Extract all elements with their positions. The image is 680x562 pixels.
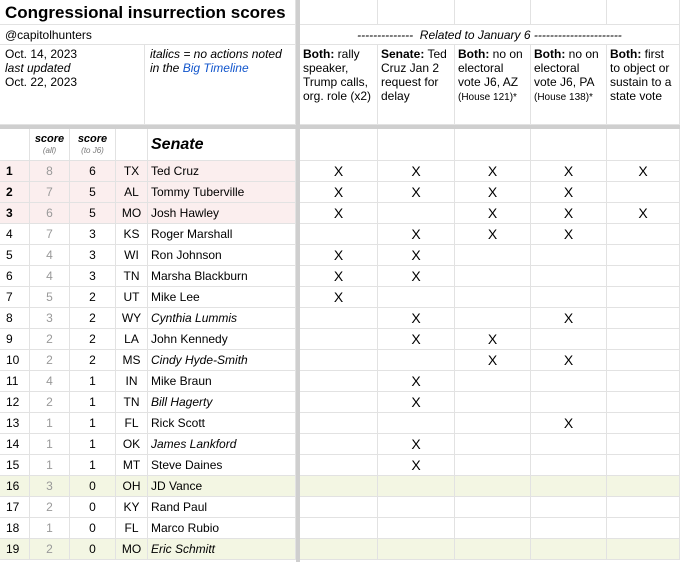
state-cell[interactable]: TN <box>116 392 148 413</box>
activity-mark-cell[interactable] <box>607 266 680 287</box>
activity-header-text: Ted Cruz Jan 2 request for delay <box>381 47 447 103</box>
score-j6-cell[interactable]: 5 <box>70 182 116 203</box>
activity-mark-cell[interactable] <box>300 329 378 350</box>
state-cell[interactable]: TN <box>116 266 148 287</box>
activity-mark-cell[interactable] <box>455 518 531 539</box>
activity-mark-cell[interactable] <box>378 539 455 560</box>
activity-header-bold: Both: <box>458 47 490 61</box>
state-cell[interactable]: FL <box>116 518 148 539</box>
rank-cell[interactable]: 1 <box>0 161 30 182</box>
activity-mark-cell[interactable] <box>607 182 680 203</box>
activity-mark-cell[interactable] <box>455 497 531 518</box>
score-all-cell[interactable]: 1 <box>30 518 70 539</box>
activity-header-text: no on electoral vote J6, AZ <box>458 47 523 89</box>
state-cell[interactable]: AL <box>116 182 148 203</box>
score-j6-sub: (to J6) <box>81 146 104 155</box>
activity-mark-cell[interactable] <box>300 455 378 476</box>
rank-cell[interactable]: 10 <box>0 350 30 371</box>
activity-mark-cell[interactable]: X <box>300 287 378 308</box>
activity-mark-cell[interactable] <box>300 308 378 329</box>
score-j6-cell[interactable]: 1 <box>70 371 116 392</box>
dates-cell <box>0 45 145 125</box>
activity-mark-cell[interactable] <box>607 371 680 392</box>
score-j6-cell[interactable]: 3 <box>70 266 116 287</box>
activity-mark-cell[interactable] <box>531 287 607 308</box>
related-dashes-left: -------------- <box>357 28 414 42</box>
handle: @capitolhunters <box>0 25 296 45</box>
score-j6-cell[interactable]: 2 <box>70 308 116 329</box>
score-j6-cell[interactable]: 0 <box>70 497 116 518</box>
activity-mark-cell[interactable] <box>607 392 680 413</box>
updated-date: Oct. 22, 2023 <box>5 75 78 89</box>
activity-mark-cell[interactable] <box>531 329 607 350</box>
activity-mark-cell[interactable] <box>455 371 531 392</box>
activity-mark-cell[interactable]: X <box>378 308 455 329</box>
activity-mark-cell[interactable] <box>378 203 455 224</box>
activity-mark-cell[interactable] <box>607 224 680 245</box>
activity-mark-cell[interactable]: X <box>455 350 531 371</box>
state-cell[interactable]: OK <box>116 434 148 455</box>
score-j6-cell[interactable]: 3 <box>70 245 116 266</box>
activity-mark-cell[interactable] <box>300 434 378 455</box>
activity-mark-cell[interactable] <box>300 413 378 434</box>
activity-mark-cell[interactable] <box>607 539 680 560</box>
state-cell[interactable]: MO <box>116 203 148 224</box>
frozen-column-divider[interactable] <box>296 0 300 562</box>
activity-mark-cell[interactable]: X <box>455 161 531 182</box>
activity-mark-cell[interactable]: X <box>300 245 378 266</box>
activity-mark-cell[interactable] <box>531 497 607 518</box>
activity-mark-cell[interactable] <box>455 455 531 476</box>
score-all-cell[interactable]: 3 <box>30 476 70 497</box>
senator-name-cell[interactable]: Cindy Hyde-Smith <box>148 350 296 371</box>
activity-mark-cell[interactable] <box>300 371 378 392</box>
senator-name-cell[interactable]: John Kennedy <box>148 329 296 350</box>
rank-cell[interactable]: 18 <box>0 518 30 539</box>
activity-mark-cell[interactable]: X <box>531 350 607 371</box>
state-cell[interactable]: UT <box>116 287 148 308</box>
activity-header-5 <box>607 45 680 125</box>
score-all-header <box>30 129 70 161</box>
activity-mark-cell[interactable]: X <box>378 266 455 287</box>
activity-mark-cell[interactable] <box>607 434 680 455</box>
score-j6-cell[interactable]: 1 <box>70 413 116 434</box>
score-all-cell[interactable]: 2 <box>30 497 70 518</box>
activity-mark-cell[interactable]: X <box>378 371 455 392</box>
activity-header-text: rally speaker, Trump calls, org. role (x2) <box>303 47 372 103</box>
activity-mark-cell[interactable] <box>300 539 378 560</box>
rank-cell[interactable]: 5 <box>0 245 30 266</box>
activity-mark-cell[interactable] <box>607 476 680 497</box>
score-j6-cell[interactable]: 0 <box>70 518 116 539</box>
activity-mark-cell[interactable] <box>607 287 680 308</box>
cell[interactable] <box>531 129 607 161</box>
activity-mark-cell[interactable]: X <box>300 161 378 182</box>
activity-header-note: (House 138)* <box>534 92 593 103</box>
score-j6-cell[interactable]: 2 <box>70 329 116 350</box>
state-cell[interactable]: OH <box>116 476 148 497</box>
score-j6-cell[interactable]: 3 <box>70 224 116 245</box>
activity-mark-cell[interactable] <box>531 434 607 455</box>
activity-header-note: (House 121)* <box>458 92 517 103</box>
rank-cell[interactable]: 3 <box>0 203 30 224</box>
senator-name-cell[interactable]: Mike Braun <box>148 371 296 392</box>
cell[interactable] <box>116 129 148 161</box>
activity-header-1 <box>300 45 378 125</box>
activity-mark-cell[interactable] <box>455 392 531 413</box>
rank-cell[interactable]: 13 <box>0 413 30 434</box>
rank-cell[interactable]: 15 <box>0 455 30 476</box>
big-timeline-link[interactable]: Big Timeline <box>182 61 249 75</box>
activity-mark-cell[interactable]: X <box>607 161 680 182</box>
senator-name-cell[interactable]: Marco Rubio <box>148 518 296 539</box>
activity-mark-cell[interactable]: X <box>378 329 455 350</box>
activity-mark-cell[interactable] <box>607 329 680 350</box>
activity-mark-cell[interactable] <box>531 455 607 476</box>
activity-mark-cell[interactable] <box>531 392 607 413</box>
activity-mark-cell[interactable] <box>300 476 378 497</box>
activity-mark-cell[interactable]: X <box>531 413 607 434</box>
score-all-cell[interactable]: 4 <box>30 245 70 266</box>
related-label: Related to January 6 <box>419 28 531 42</box>
activity-mark-cell[interactable] <box>455 434 531 455</box>
activity-mark-cell[interactable] <box>607 413 680 434</box>
activity-mark-cell[interactable] <box>455 308 531 329</box>
score-all-cell[interactable]: 2 <box>30 539 70 560</box>
score-all-cell[interactable]: 1 <box>30 413 70 434</box>
state-cell[interactable]: FL <box>116 413 148 434</box>
activity-header-bold: Both: <box>534 47 566 61</box>
score-all-cell[interactable]: 7 <box>30 224 70 245</box>
state-cell[interactable]: WI <box>116 245 148 266</box>
activity-mark-cell[interactable]: X <box>378 455 455 476</box>
rank-cell[interactable]: 19 <box>0 539 30 560</box>
activity-mark-cell[interactable] <box>455 245 531 266</box>
senator-name-cell[interactable]: Josh Hawley <box>148 203 296 224</box>
sheet-title: Congressional insurrection scores <box>0 0 296 25</box>
state-cell[interactable]: KS <box>116 224 148 245</box>
cell[interactable] <box>300 129 378 161</box>
activity-mark-cell[interactable] <box>455 539 531 560</box>
activity-mark-cell[interactable] <box>455 476 531 497</box>
state-cell[interactable]: MS <box>116 350 148 371</box>
rank-cell[interactable]: 14 <box>0 434 30 455</box>
state-cell[interactable]: MT <box>116 455 148 476</box>
activity-mark-cell[interactable]: X <box>378 182 455 203</box>
senator-name-cell[interactable]: Mike Lee <box>148 287 296 308</box>
related-dashes-right: ---------------------- <box>533 28 622 42</box>
activity-mark-cell[interactable] <box>378 476 455 497</box>
activity-header-bold: Both: <box>303 47 335 61</box>
activity-mark-cell[interactable]: X <box>300 203 378 224</box>
activity-mark-cell[interactable] <box>455 266 531 287</box>
activity-mark-cell[interactable] <box>378 350 455 371</box>
rank-cell[interactable]: 6 <box>0 266 30 287</box>
activity-mark-cell[interactable] <box>300 350 378 371</box>
activity-mark-cell[interactable] <box>531 266 607 287</box>
score-all-cell[interactable]: 2 <box>30 392 70 413</box>
senator-name-cell[interactable]: Tommy Tuberville <box>148 182 296 203</box>
score-j6-cell[interactable]: 0 <box>70 539 116 560</box>
activity-mark-cell[interactable] <box>378 497 455 518</box>
activity-mark-cell[interactable] <box>531 245 607 266</box>
state-cell[interactable]: LA <box>116 329 148 350</box>
activity-mark-cell[interactable]: X <box>455 329 531 350</box>
score-all-cell[interactable]: 2 <box>30 329 70 350</box>
activity-mark-cell[interactable] <box>607 245 680 266</box>
activity-mark-cell[interactable] <box>607 455 680 476</box>
activity-header-bold: Senate: <box>381 47 425 61</box>
senator-name-cell[interactable]: Eric Schmitt <box>148 539 296 560</box>
activity-mark-cell[interactable] <box>300 224 378 245</box>
cell[interactable] <box>607 0 680 25</box>
cell[interactable] <box>378 0 455 25</box>
activity-mark-cell[interactable]: X <box>378 161 455 182</box>
state-cell[interactable]: WY <box>116 308 148 329</box>
score-all-cell[interactable]: 7 <box>30 182 70 203</box>
cell[interactable] <box>531 0 607 25</box>
score-all-cell[interactable]: 8 <box>30 161 70 182</box>
activity-mark-cell[interactable] <box>300 518 378 539</box>
activity-mark-cell[interactable]: X <box>378 434 455 455</box>
activity-mark-cell[interactable]: X <box>378 224 455 245</box>
cell[interactable] <box>455 129 531 161</box>
score-j6-cell[interactable]: 5 <box>70 203 116 224</box>
activity-mark-cell[interactable] <box>378 518 455 539</box>
senator-name-cell[interactable]: Steve Daines <box>148 455 296 476</box>
activity-mark-cell[interactable] <box>607 518 680 539</box>
rank-cell[interactable]: 7 <box>0 287 30 308</box>
score-j6-label: score <box>77 133 108 145</box>
rank-cell[interactable]: 12 <box>0 392 30 413</box>
senator-name-cell[interactable]: JD Vance <box>148 476 296 497</box>
score-j6-cell[interactable]: 6 <box>70 161 116 182</box>
activity-mark-cell[interactable]: X <box>455 203 531 224</box>
rank-cell[interactable]: 4 <box>0 224 30 245</box>
activity-header-4 <box>531 45 607 125</box>
legend-cell <box>145 45 296 125</box>
activity-header-3 <box>455 45 531 125</box>
activity-mark-cell[interactable] <box>531 518 607 539</box>
cell[interactable] <box>455 0 531 25</box>
activity-header-bold: Both: <box>610 47 642 61</box>
activity-mark-cell[interactable] <box>300 392 378 413</box>
score-all-cell[interactable]: 6 <box>30 203 70 224</box>
activity-mark-cell[interactable]: X <box>531 308 607 329</box>
senator-name-cell[interactable]: Ron Johnson <box>148 245 296 266</box>
score-all-cell[interactable]: 1 <box>30 455 70 476</box>
activity-mark-cell[interactable] <box>300 497 378 518</box>
rank-cell[interactable]: 16 <box>0 476 30 497</box>
score-all-cell[interactable]: 4 <box>30 266 70 287</box>
score-j6-cell[interactable]: 2 <box>70 350 116 371</box>
activity-mark-cell[interactable]: X <box>607 203 680 224</box>
cell[interactable] <box>300 0 378 25</box>
activity-mark-cell[interactable]: X <box>455 224 531 245</box>
rank-cell[interactable]: 8 <box>0 308 30 329</box>
activity-header-text: first to object or sustain to a state vote <box>610 47 672 103</box>
score-all-cell[interactable]: 5 <box>30 287 70 308</box>
activity-mark-cell[interactable]: X <box>300 266 378 287</box>
score-all-cell[interactable]: 4 <box>30 371 70 392</box>
state-cell[interactable]: IN <box>116 371 148 392</box>
score-j6-cell[interactable]: 2 <box>70 287 116 308</box>
score-all-cell[interactable]: 2 <box>30 350 70 371</box>
activity-mark-cell[interactable]: X <box>531 224 607 245</box>
related-header <box>300 25 680 45</box>
score-all-sub: (all) <box>42 146 57 155</box>
score-j6-cell[interactable]: 1 <box>70 434 116 455</box>
senator-name-cell[interactable]: Rick Scott <box>148 413 296 434</box>
score-j6-cell[interactable]: 1 <box>70 455 116 476</box>
activity-mark-cell[interactable]: X <box>531 161 607 182</box>
section-title-senate: Senate <box>148 129 296 161</box>
activity-mark-cell[interactable]: X <box>300 182 378 203</box>
state-cell[interactable]: MO <box>116 539 148 560</box>
rank-cell[interactable]: 17 <box>0 497 30 518</box>
activity-mark-cell[interactable] <box>607 497 680 518</box>
rank-cell[interactable]: 2 <box>0 182 30 203</box>
activity-mark-cell[interactable]: X <box>531 182 607 203</box>
rank-cell[interactable]: 9 <box>0 329 30 350</box>
rank-cell[interactable]: 11 <box>0 371 30 392</box>
activity-mark-cell[interactable] <box>378 413 455 434</box>
activity-mark-cell[interactable] <box>455 287 531 308</box>
senator-name-cell[interactable]: James Lankford <box>148 434 296 455</box>
senator-name-cell[interactable]: Cynthia Lummis <box>148 308 296 329</box>
score-j6-header <box>70 129 116 161</box>
activity-mark-cell[interactable] <box>607 350 680 371</box>
activity-mark-cell[interactable] <box>455 413 531 434</box>
cell[interactable] <box>378 129 455 161</box>
legend-text: italics = no actions noted in the <box>150 47 282 75</box>
activity-header-2 <box>378 45 455 125</box>
senator-name-cell[interactable]: Bill Hagerty <box>148 392 296 413</box>
score-j6-cell[interactable]: 0 <box>70 476 116 497</box>
activity-mark-cell[interactable] <box>531 476 607 497</box>
score-all-label: score <box>34 133 65 145</box>
senator-name-cell[interactable]: Roger Marshall <box>148 224 296 245</box>
senator-name-cell[interactable]: Ted Cruz <box>148 161 296 182</box>
score-all-cell[interactable]: 1 <box>30 434 70 455</box>
cell[interactable] <box>607 129 680 161</box>
activity-mark-cell[interactable]: X <box>531 203 607 224</box>
state-cell[interactable]: KY <box>116 497 148 518</box>
senator-name-cell[interactable]: Marsha Blackburn <box>148 266 296 287</box>
activity-mark-cell[interactable]: X <box>455 182 531 203</box>
state-cell[interactable]: TX <box>116 161 148 182</box>
activity-mark-cell[interactable]: X <box>378 245 455 266</box>
activity-mark-cell[interactable] <box>378 287 455 308</box>
cell[interactable] <box>0 129 30 161</box>
activity-mark-cell[interactable] <box>531 539 607 560</box>
activity-mark-cell[interactable] <box>607 308 680 329</box>
activity-header-text: no on electoral vote J6, PA <box>534 47 599 89</box>
score-all-cell[interactable]: 3 <box>30 308 70 329</box>
updated-label: last updated <box>5 61 71 75</box>
senator-name-cell[interactable]: Rand Paul <box>148 497 296 518</box>
score-j6-cell[interactable]: 1 <box>70 392 116 413</box>
created-date: Oct. 14, 2023 <box>5 47 78 61</box>
frozen-row-divider[interactable] <box>0 125 680 129</box>
activity-mark-cell[interactable]: X <box>378 392 455 413</box>
activity-mark-cell[interactable] <box>531 371 607 392</box>
